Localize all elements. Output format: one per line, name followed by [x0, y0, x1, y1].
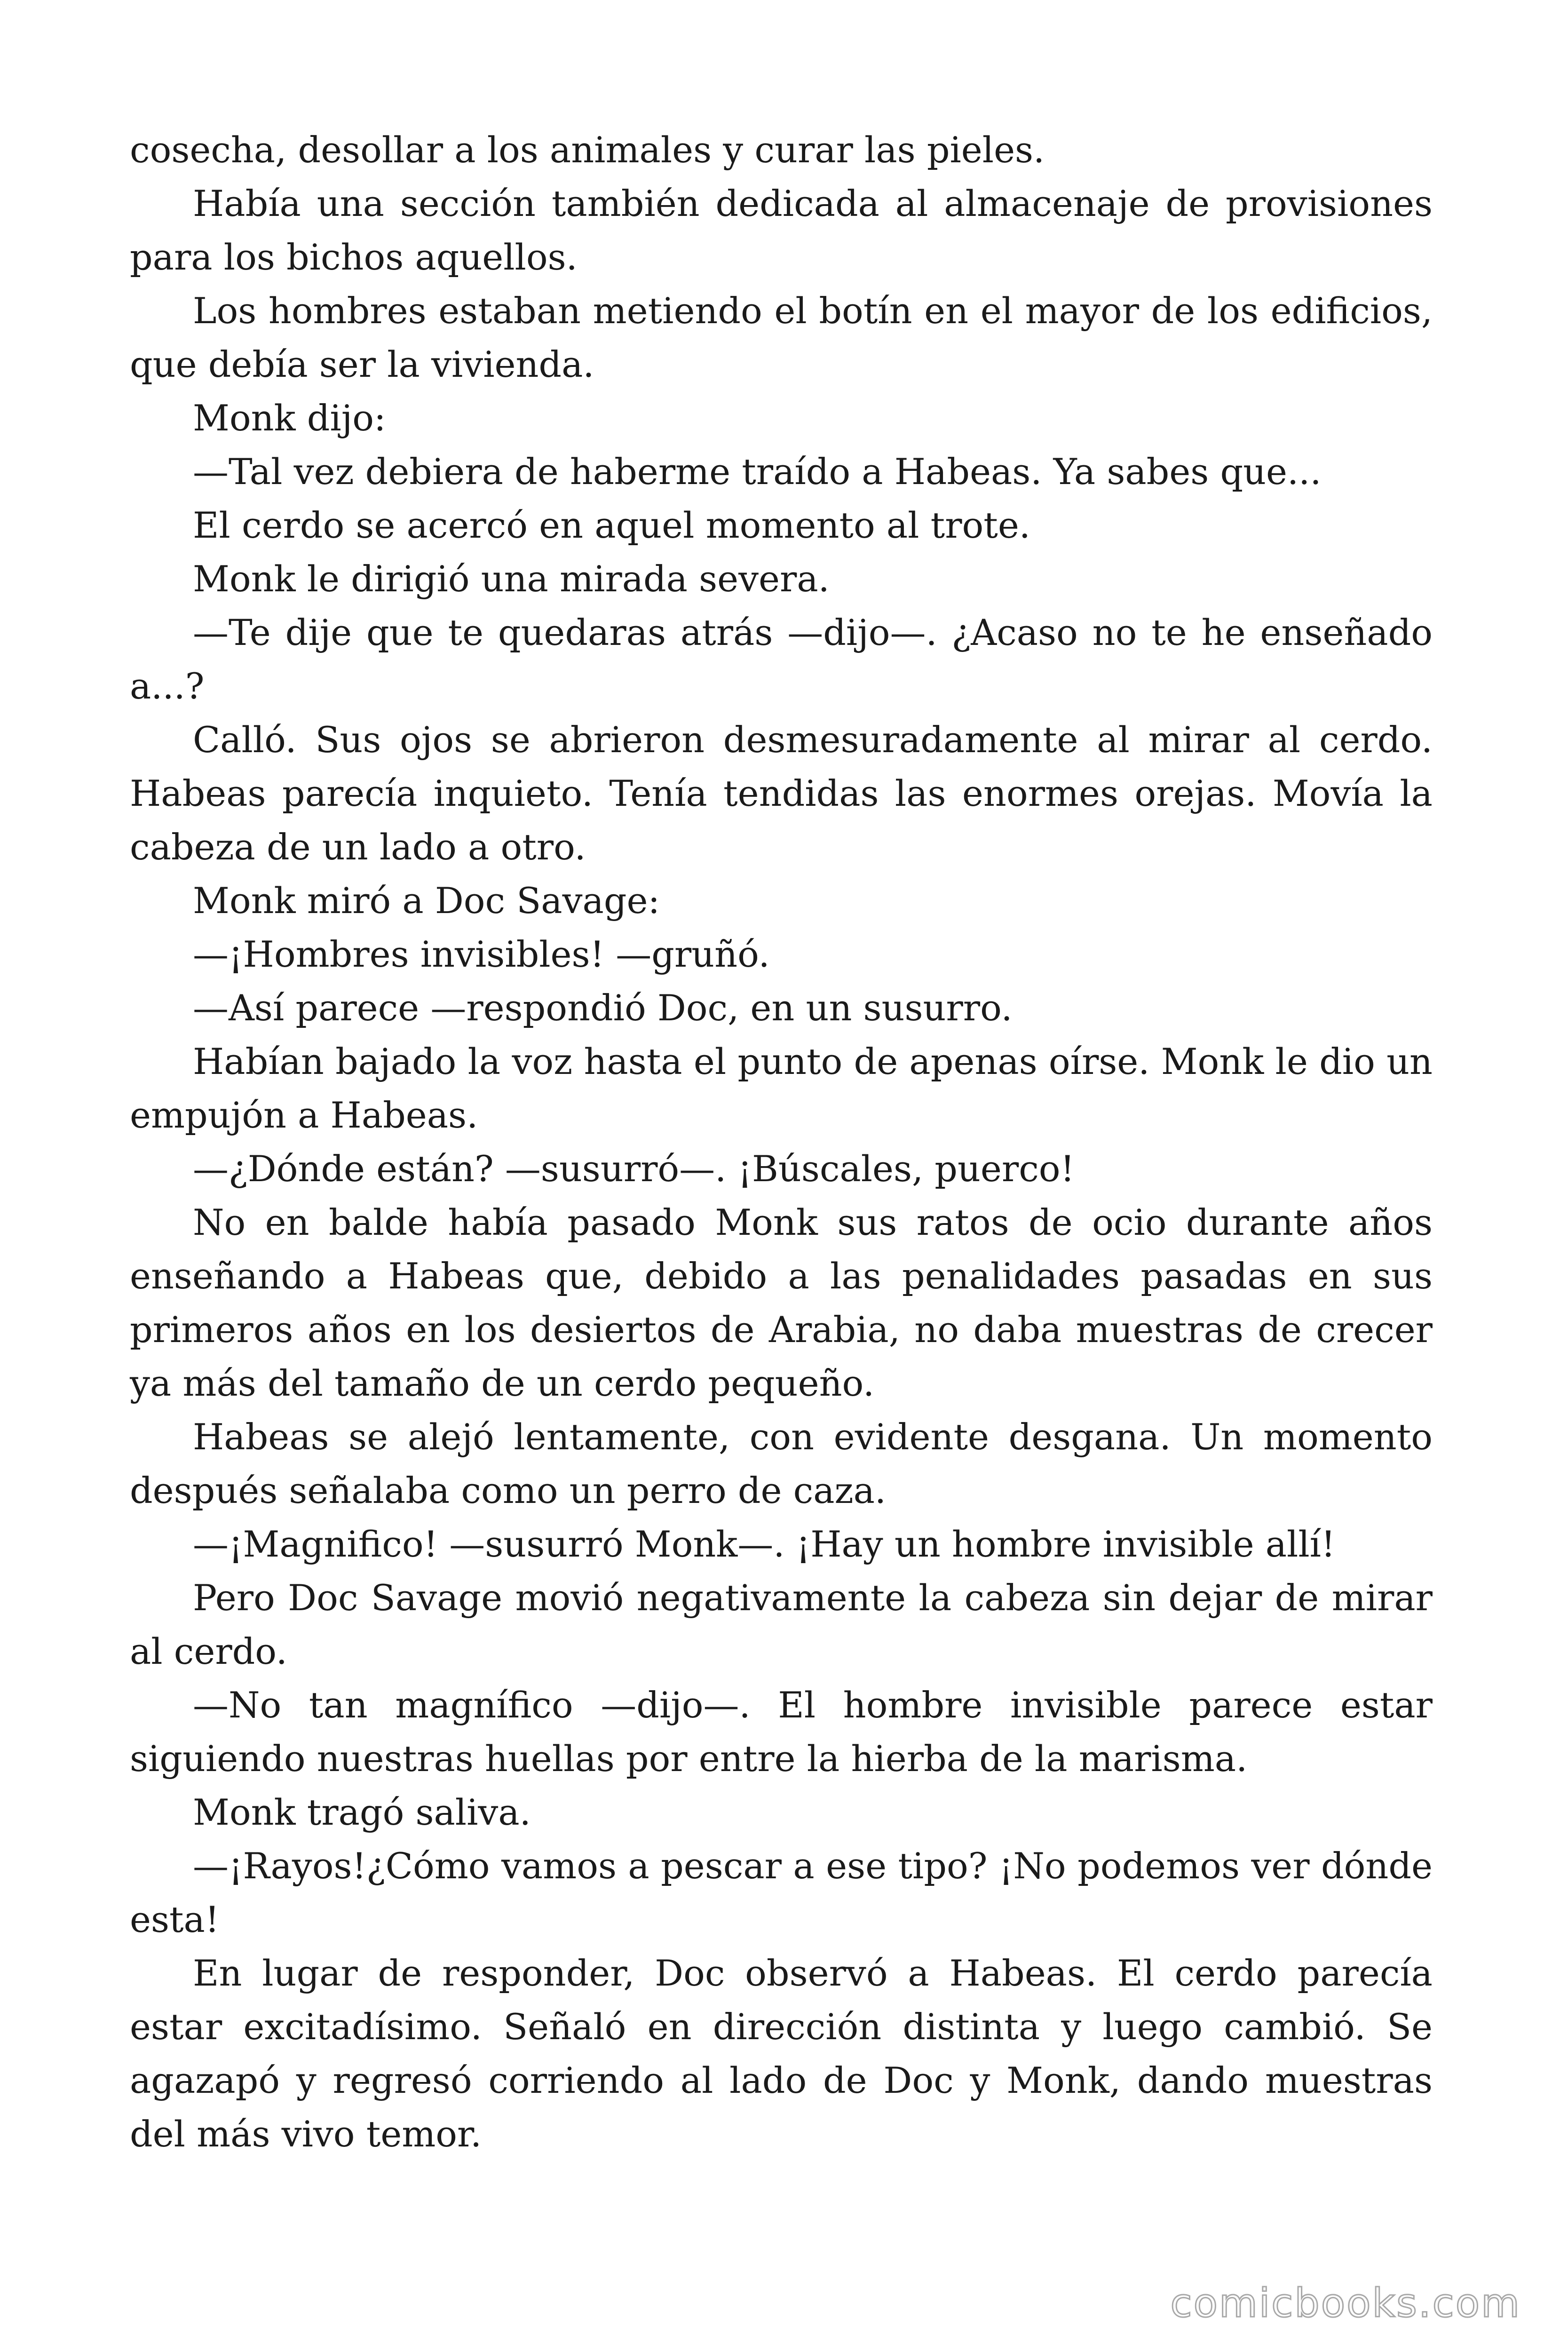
paragraph: —¿Dónde están? —susurró—. ¡Búscales, puerco! — [193, 1148, 1075, 1190]
paragraph: Monk dijo: — [193, 397, 386, 439]
paragraph: —Así parece —respondió Doc, en un susurro. — [193, 987, 1013, 1029]
paragraph: El cerdo se acercó en aquel momento al trote. — [193, 504, 1030, 546]
paragraph: —No tan magnífico —dijo—. El hombre invisible parece estar siguiendo nuestras huellas por entre la hierba de la marisma. — [130, 1684, 1433, 1780]
paragraph: —¡Hombres invisibles! —gruñó. — [193, 933, 770, 975]
page-body — [130, 123, 1433, 2161]
paragraph: No en balde había pasado Monk sus ratos de ocio durante años enseñando a Habeas que, debido a las penalidades pasadas en sus primeros años en los desiertos de Arabia, no daba muestras de crecer ya más del tamaño de un cerdo pequeño. — [130, 1201, 1433, 1404]
paragraph: Monk le dirigió una mirada severa. — [193, 558, 830, 600]
paragraph: Monk tragó saliva. — [193, 1791, 531, 1833]
paragraph: Pero Doc Savage movió negativamente la cabeza sin dejar de mirar al cerdo. — [130, 1577, 1433, 1672]
watermark: comicbooks.com — [1170, 2280, 1521, 2326]
paragraph: —¡Rayos!¿Cómo vamos a pescar a ese tipo? ¡No podemos ver dónde esta! — [130, 1845, 1433, 1940]
paragraph: Había una sección también dedicada al almacenaje de provisiones para los bichos aquellos. — [130, 183, 1433, 278]
paragraph: Monk miró a Doc Savage: — [193, 880, 660, 922]
paragraph: Habían bajado la voz hasta el punto de apenas oírse. Monk le dio un empujón a Habeas. — [130, 1041, 1433, 1136]
paragraph: —Te dije que te quedaras atrás —dijo—. ¿Acaso no te he enseñado a...? — [130, 612, 1433, 707]
paragraph: En lugar de responder, Doc observó a Habeas. El cerdo parecía estar excitadísimo. Señaló en dirección distinta y luego cambió. Se agazapó y regresó corriendo al lado de Doc y Monk, dando muestras del más vivo temor. — [130, 1952, 1433, 2155]
paragraph: —¡Magnifico! —susurró Monk—. ¡Hay un hombre invisible allí! — [193, 1523, 1336, 1565]
paragraph: Calló. Sus ojos se abrieron desmesuradamente al mirar al cerdo. Habeas parecía inquieto. Tenía tendidas las enormes orejas. Movía la cabeza de un lado a otro. — [130, 719, 1433, 868]
paragraph: Habeas se alejó lentamente, con evidente desgana. Un momento después señalaba como un perro de caza. — [130, 1416, 1433, 1511]
paragraph: cosecha, desollar a los animales y curar las pieles. — [130, 129, 1045, 171]
paragraph: Los hombres estaban metiendo el botín en el mayor de los edificios, que debía ser la vivienda. — [130, 290, 1433, 385]
paragraph: —Tal vez debiera de haberme traído a Habeas. Ya sabes que... — [193, 451, 1322, 493]
